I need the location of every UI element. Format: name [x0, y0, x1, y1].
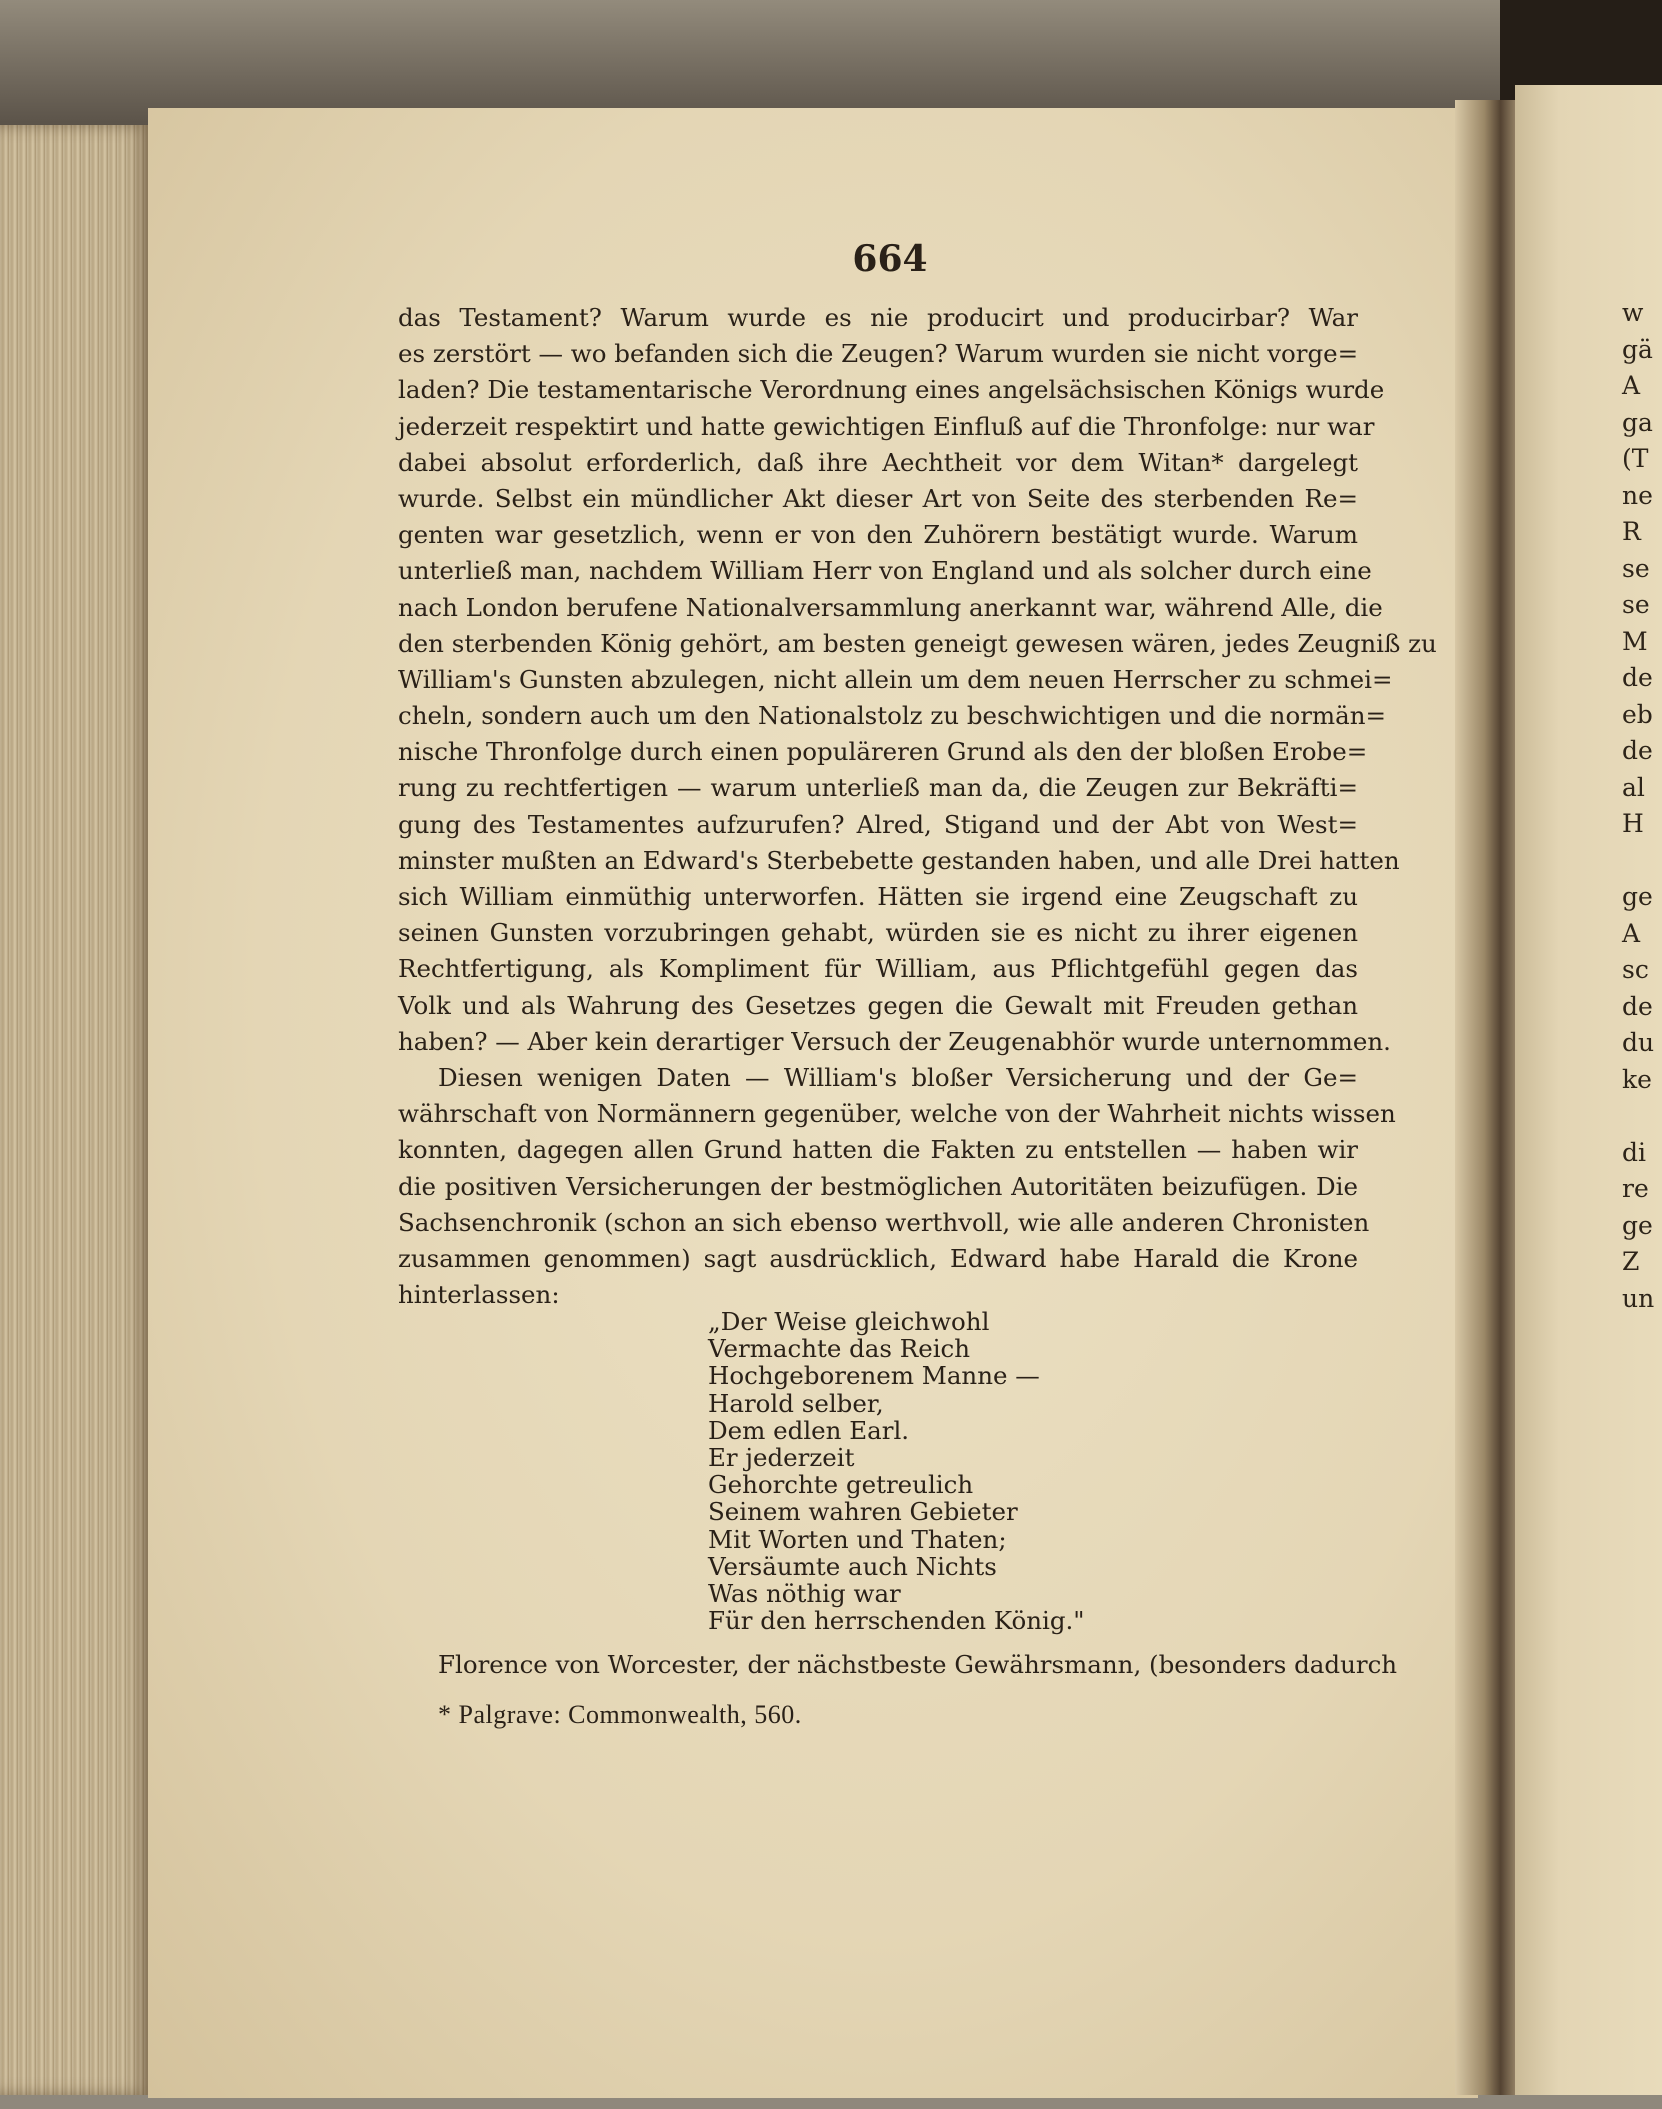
text-line: Sachsenchronik (schon an sich ebenso werthvoll, wie alle anderen Chronisten	[398, 1207, 1370, 1237]
text-line: minster mußten an Edward's Sterbebette gestanden haben, und alle Drei hatten	[398, 845, 1400, 875]
continuation-line: Florence von Worcester, der nächstbeste Gewährsmann, (besonders dadurch	[438, 1650, 1398, 1679]
fragment: se	[1622, 590, 1650, 619]
poem-line: Mit Worten und Thaten;	[708, 1524, 1007, 1554]
fragment: (T	[1622, 444, 1649, 473]
text-line: haben? — Aber kein derartiger Versuch der Zeugenabhör wurde unternommen.	[398, 1026, 1391, 1056]
fragment: ne	[1622, 480, 1653, 510]
fragment: gä	[1622, 334, 1653, 364]
fragment: H	[1622, 809, 1644, 838]
fragment: Z	[1622, 1247, 1640, 1276]
fragment: re	[1622, 1174, 1649, 1203]
fragment: di	[1622, 1137, 1646, 1167]
poem-line: Versäumte auch Nichts	[708, 1551, 997, 1581]
text-line: laden? Die testamentarische Verordnung eines angelsächsischen Königs wurde	[398, 375, 1385, 405]
poem-line: Dem edlen Earl.	[708, 1415, 910, 1445]
poem-line: Gehorchte getreulich	[708, 1470, 974, 1500]
text-line: gung des Testamentes aufzurufen? Alred, Stigand und der Abt von West=	[398, 809, 1358, 839]
footnote: * Palgrave: Commonwealth, 560.	[438, 1700, 802, 1729]
text-line: währschaft von Normännern gegenüber, welche von der Wahrheit nichts wissen	[398, 1099, 1396, 1129]
text-line: William's Gunsten abzulegen, nicht allein um dem neuen Herrscher zu schmei=	[398, 664, 1393, 694]
poem-quote	[708, 1308, 1108, 1634]
poem-line: Was nöthig war	[708, 1578, 901, 1608]
facing-page-fragments	[1622, 295, 1662, 1317]
text-line: Volk und als Wahrung des Gesetzes gegen die Gewalt mit Freuden gethan	[398, 990, 1358, 1020]
text-line: es zerstört — wo befanden sich die Zeugen? Warum wurden sie nicht vorge=	[398, 339, 1359, 369]
text-line: Rechtfertigung, als Kompliment für William, aus Pflichtgefühl gegen das	[398, 954, 1358, 984]
text-line: hinterlassen:	[398, 1280, 560, 1310]
text-line: genten war gesetzlich, wenn er von den Zuhörern bestätigt wurde. Warum	[398, 520, 1358, 550]
text-line: cheln, sondern auch um den Nationalstolz zu beschwichtigen und die normän=	[398, 701, 1387, 731]
poem-line: Für den herrschenden König."	[708, 1606, 1085, 1636]
body-text	[398, 300, 1437, 1313]
fragment: w	[1622, 298, 1644, 327]
poem-line: Harold selber,	[708, 1388, 884, 1418]
fragment: de	[1622, 991, 1653, 1021]
fragment: sc	[1622, 955, 1649, 984]
poem-line: Seinem wahren Gebieter	[708, 1497, 1018, 1527]
page-number: 664	[852, 238, 928, 280]
fragment: R	[1622, 517, 1641, 546]
text-line: konnten, dagegen allen Grund hatten die Fakten zu entstellen — haben wir	[398, 1135, 1358, 1165]
fragment: de	[1622, 736, 1653, 765]
book-page-edges	[0, 125, 150, 2095]
text-line: jederzeit respektirt und hatte gewichtigen Einfluß auf die Thronfolge: nur war	[398, 411, 1375, 441]
fragment: du	[1622, 1028, 1655, 1057]
text-line: nach London berufene Nationalversammlung anerkannt war, während Alle, die	[398, 592, 1383, 622]
book-gutter	[1455, 100, 1520, 2095]
text-line: sich William einmüthig unterworfen. Hätten sie irgend eine Zeugschaft zu	[398, 882, 1358, 911]
text-line: seinen Gunsten vorzubringen gehabt, würden sie es nicht zu ihrer eigenen	[398, 918, 1358, 948]
fragment: de	[1622, 663, 1653, 692]
text-line: nische Thronfolge durch einen populäreren Grund als den der bloßen Erobe=	[398, 737, 1368, 767]
scan-background-top	[0, 0, 1662, 125]
fragment: A	[1622, 918, 1641, 948]
fragment: M	[1622, 626, 1648, 656]
fragment: ge	[1622, 1210, 1653, 1240]
fragment: al	[1622, 772, 1645, 802]
text-line: unterließ man, nachdem William Herr von England und als solcher durch eine	[398, 556, 1372, 586]
text-line: rung zu rechtfertigen — warum unterließ man da, die Zeugen zur Bekräfti=	[398, 773, 1358, 803]
text-line: Diesen wenigen Daten — William's bloßer Versicherung und der Ge=	[438, 1062, 1358, 1092]
text-line: den sterbenden König gehört, am besten geneigt gewesen wären, jedes Zeugniß zu	[398, 628, 1437, 658]
fragment	[1622, 843, 1662, 880]
fragment: se	[1622, 553, 1650, 583]
fragment: ge	[1622, 882, 1653, 911]
fragment: A	[1622, 371, 1641, 400]
fragment: eb	[1622, 699, 1653, 729]
poem-line: Er jederzeit	[708, 1442, 855, 1472]
text-line: das Testament? Warum wurde es nie producirt und producirbar? War	[398, 303, 1358, 332]
poem-line: Hochgeborenem Manne —	[708, 1361, 1040, 1391]
fragment: ga	[1622, 407, 1653, 437]
poem-line: „Der Weise gleichwohl	[708, 1307, 990, 1336]
fragment: un	[1622, 1283, 1655, 1313]
fragment: ke	[1622, 1064, 1652, 1094]
text-line: zusammen genommen) sagt ausdrücklich, Edward habe Harald die Krone	[398, 1243, 1358, 1273]
text-line: die positiven Versicherungen der bestmöglichen Autoritäten beizufügen. Die	[398, 1171, 1358, 1201]
text-line: wurde. Selbst ein mündlicher Akt dieser Art von Seite des sterbenden Re=	[398, 483, 1358, 513]
poem-line: Vermachte das Reich	[708, 1334, 971, 1364]
fragment	[1622, 1098, 1662, 1135]
text-line: dabei absolut erforderlich, daß ihre Aechtheit vor dem Witan* dargelegt	[398, 447, 1358, 477]
